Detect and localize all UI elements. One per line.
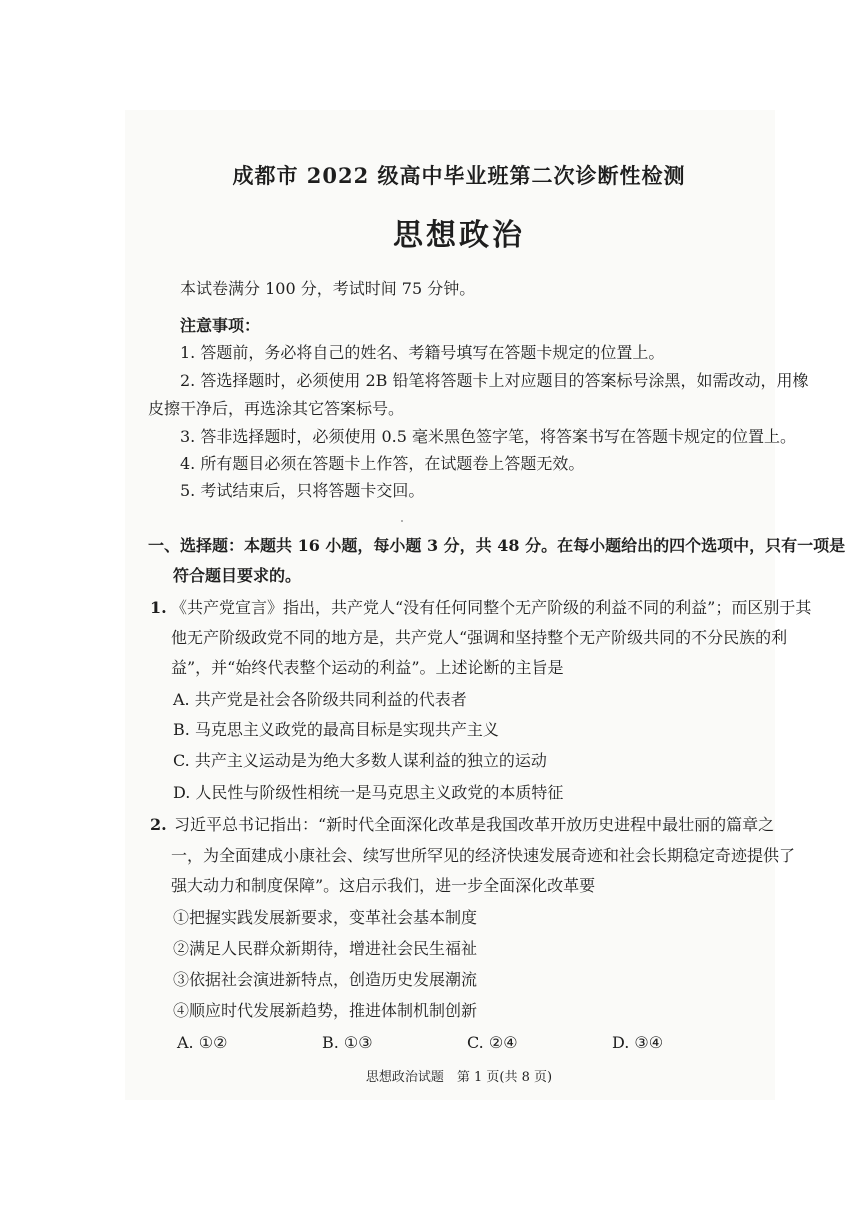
question-stem-line: 益”，并“始终代表整个运动的利益”。上述论断的主旨是: [171, 658, 564, 677]
note-item: 4. 所有题目必须在答题卡上作答，在试题卷上答题无效。: [180, 454, 585, 473]
question-stem-line: 他无产阶级政党不同的地方是，共产党人“强调和坚持整个无产阶级共同的不分民族的利: [171, 628, 788, 647]
intro-score-time: 本试卷满分 100 分，考试时间 75 分钟。: [180, 279, 476, 298]
section-heading: 一、选择题：本题共 16 小题，每小题 3 分，共 48 分。在每小题给出的四个选项中，只有一项是: [148, 536, 846, 555]
question-stem-line: 习近平总书记指出：“新时代全面深化改革是我国改革开放历史进程中最壮丽的篇章之: [174, 815, 775, 834]
note-item-continued: 皮擦干净后，再选涂其它答案标号。: [148, 399, 405, 418]
exam-title: 成都市 2022 级高中毕业班第二次诊断性检测: [232, 163, 686, 188]
note-item: 1. 答题前，务必将自己的姓名、考籍号填写在答题卡规定的位置上。: [180, 343, 665, 362]
notes-heading: 注意事项：: [180, 316, 261, 335]
note-item: 2. 答选择题时，必须使用 2B 铅笔将答题卡上对应题目的答案标号涂黑，如需改动，用橡: [180, 371, 809, 390]
statement-item: ②满足人民群众新期待，增进社会民生福祉: [173, 939, 478, 958]
section-heading-continued: 符合题目要求的。: [173, 566, 302, 585]
subject-title: 思想政治: [393, 218, 525, 253]
question-stem-line: 强大动力和制度保障”。这启示我们，进一步全面深化改革要: [171, 876, 596, 895]
page-footer: 思想政治试题 第 1 页(共 8 页): [365, 1070, 553, 1085]
scan-speck: [401, 520, 403, 522]
answer-option: A. 共产党是社会各阶级共同利益的代表者: [173, 690, 467, 709]
question-number: 2.: [150, 815, 167, 834]
answer-option: C. 共产主义运动是为绝大多数人谋利益的独立的运动: [173, 751, 547, 770]
answer-option: D. ③④: [612, 1033, 664, 1052]
note-item: 3. 答非选择题时，必须使用 0.5 毫米黑色签字笔，将答案书写在答题卡规定的位置上。: [180, 427, 796, 446]
answer-option: B. ①③: [322, 1033, 373, 1052]
answer-option: D. 人民性与阶级性相统一是马克思主义政党的本质特征: [173, 783, 564, 802]
statement-item: ①把握实践发展新要求，变革社会基本制度: [173, 908, 478, 927]
question-stem-line: 一，为全面建成小康社会、续写世所罕见的经济快速发展奇迹和社会长期稳定奇迹提供了: [171, 846, 796, 865]
answer-option: C. ②④: [467, 1033, 518, 1052]
question-stem-line: 《共产党宣言》指出，共产党人“没有任何同整个无产阶级的利益不同的利益”；而区别于其: [171, 598, 812, 617]
answer-option: B. 马克思主义政党的最高目标是实现共产主义: [173, 720, 499, 739]
answer-option: A. ①②: [177, 1033, 228, 1052]
statement-item: ④顺应时代发展新趋势，推进体制机制创新: [173, 1001, 478, 1020]
note-item: 5. 考试结束后，只将答题卡交回。: [180, 481, 425, 500]
question-number: 1.: [150, 598, 167, 617]
statement-item: ③依据社会演进新特点，创造历史发展潮流: [173, 970, 478, 989]
